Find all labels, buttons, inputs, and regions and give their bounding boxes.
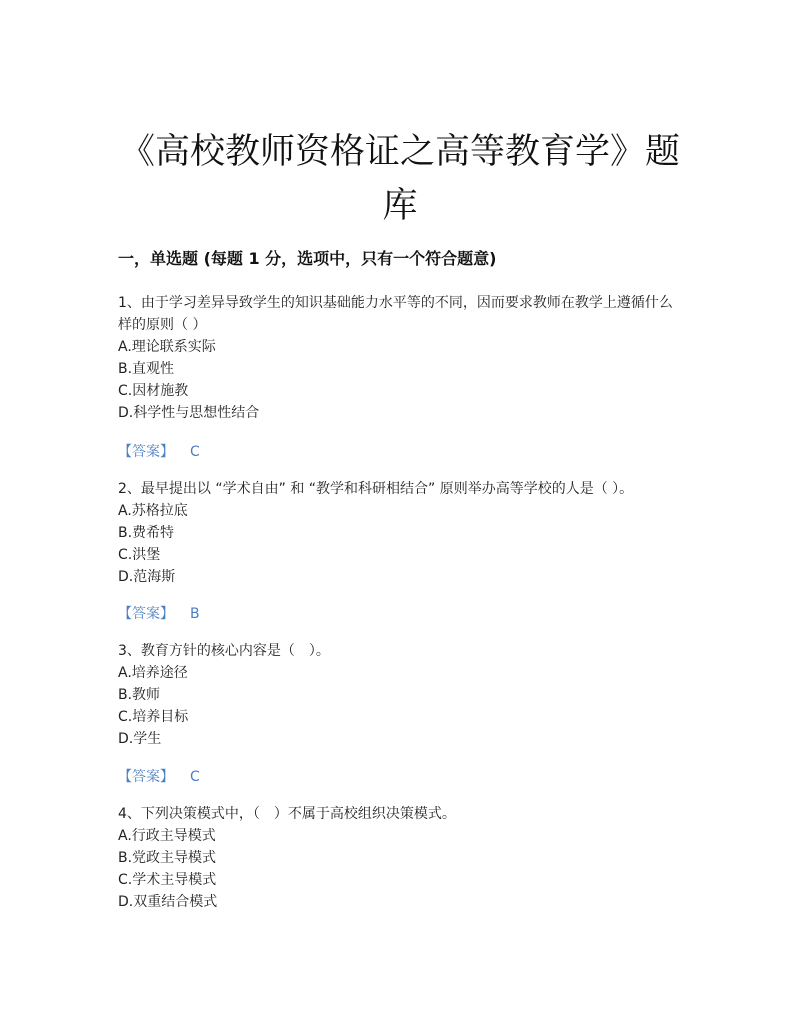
option-c: C.洪堡	[118, 547, 161, 563]
option-d: D.双重结合模式	[118, 894, 218, 910]
answer-3	[118, 766, 200, 788]
option-c: C.因材施教	[118, 383, 189, 399]
question-2	[118, 478, 678, 588]
answer-2	[118, 603, 200, 625]
answer-1	[118, 441, 200, 463]
option-a: A.培养途径	[118, 665, 188, 681]
answer-value: C	[190, 444, 200, 460]
option-a: A.行政主导模式	[118, 828, 216, 844]
question-text: 4、下列决策模式中，（ ）不属于高校组织决策模式。	[118, 806, 456, 822]
option-a: A.理论联系实际	[118, 339, 216, 355]
option-d: D.范海斯	[118, 569, 176, 585]
answer-value: B	[190, 606, 200, 622]
option-b: B.费希特	[118, 525, 175, 541]
option-c: C.学术主导模式	[118, 872, 217, 888]
question-text: 1、由于学习差异导致学生的知识基础能力水平等的不同，因而要求教师在教学上遵循什么样的原则（ ）	[118, 295, 673, 333]
answer-label: 【答案】	[118, 606, 174, 622]
question-text: 2、最早提出以 “学术自由” 和 “教学和科研相结合” 原则举办高等学校的人是（ ）。	[118, 481, 634, 497]
option-b: B.直观性	[118, 361, 175, 377]
question-text: 3、教育方针的核心内容是（ ）。	[118, 643, 330, 659]
option-b: B.党政主导模式	[118, 850, 217, 866]
answer-label: 【答案】	[118, 444, 174, 460]
question-3	[118, 640, 678, 750]
answer-value: C	[190, 769, 200, 785]
option-c: C.培养目标	[118, 709, 189, 725]
question-1	[118, 292, 678, 424]
option-a: A.苏格拉底	[118, 503, 188, 519]
option-d: D.学生	[118, 731, 162, 747]
option-b: B.教师	[118, 687, 161, 703]
question-4	[118, 803, 678, 913]
section-heading: 一，单选题 (每题 1 分，选项中，只有一个符合题意)	[118, 249, 497, 268]
option-d: D.科学性与思想性结合	[118, 405, 260, 421]
page-title: 《高校教师资格证之高等教育学》题库	[119, 132, 680, 227]
answer-label: 【答案】	[118, 769, 174, 785]
